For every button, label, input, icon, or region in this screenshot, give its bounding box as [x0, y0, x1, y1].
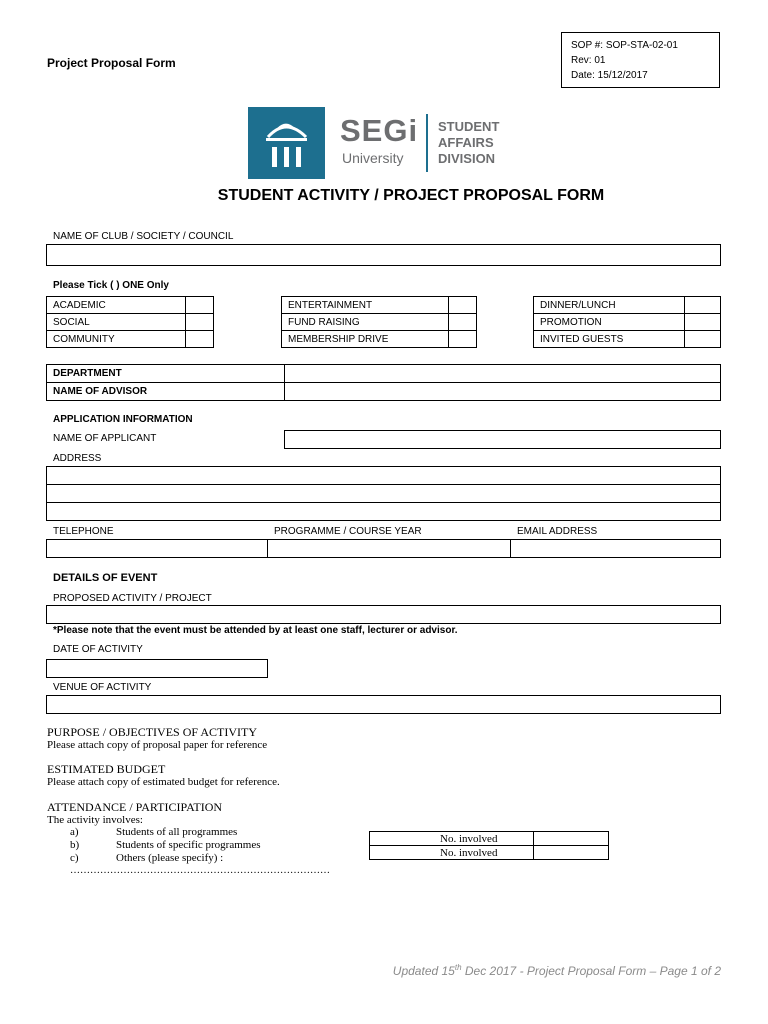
category-checkbox[interactable] [449, 331, 477, 348]
category-checkbox[interactable] [186, 297, 214, 314]
category-label: ENTERTAINMENT [282, 297, 449, 314]
list-item [70, 852, 79, 864]
footer-suffix: Dec 2017 - Project Proposal Form – Page 1 of 2 [461, 964, 721, 978]
logo-division-line3: DIVISION [438, 151, 496, 166]
date-label: DATE OF ACTIVITY [53, 644, 143, 655]
event-heading: DETAILS OF EVENT [53, 572, 158, 584]
programme-field[interactable] [267, 539, 511, 558]
category-checkbox[interactable] [186, 314, 214, 331]
email-label: EMAIL ADDRESS [517, 526, 598, 537]
category-label: COMMUNITY [47, 331, 186, 348]
club-name-field[interactable] [46, 244, 721, 266]
purpose-heading: PURPOSE / OBJECTIVES OF ACTIVITY [47, 725, 258, 739]
category-label: INVITED GUESTS [534, 331, 685, 348]
footer-prefix: Updated 15 [392, 964, 455, 978]
list-marker: a) [70, 826, 79, 838]
purpose-note: Please attach copy of proposal paper for reference [47, 739, 268, 751]
address-line-1[interactable] [46, 466, 721, 485]
involved-label: No. involved [370, 832, 534, 846]
date-field[interactable] [46, 659, 268, 678]
list-item [70, 839, 79, 851]
category-checkbox[interactable] [449, 297, 477, 314]
category-checkbox[interactable] [186, 331, 214, 348]
address-line-2[interactable] [46, 484, 721, 503]
attendance-intro: The activity involves: [47, 814, 143, 826]
logo-divider [426, 114, 428, 172]
category-checkbox[interactable] [449, 314, 477, 331]
logo-brand: SEGi [340, 113, 419, 148]
sop-date: Date: 15/12/2017 [571, 70, 648, 81]
department-label: DEPARTMENT [47, 365, 285, 383]
involved-count-field[interactable] [534, 846, 609, 860]
attendance-note: *Please note that the event must be attended by at least one staff, lecturer or advisor. [53, 625, 458, 636]
list-marker: b) [70, 839, 80, 851]
category-table-2 [281, 296, 477, 348]
proposed-activity-field[interactable] [46, 605, 721, 624]
category-label: ACADEMIC [47, 297, 186, 314]
venue-field[interactable] [46, 695, 721, 714]
programme-label: PROGRAMME / COURSE YEAR [274, 526, 422, 537]
applicant-label: NAME OF APPLICANT [53, 433, 157, 444]
category-label: SOCIAL [47, 314, 186, 331]
email-field[interactable] [510, 539, 721, 558]
involved-count-field[interactable] [534, 832, 609, 846]
attendance-heading: ATTENDANCE / PARTICIPATION [47, 800, 223, 814]
list-item [70, 826, 79, 838]
segi-logo-icon [248, 107, 325, 179]
category-label: MEMBERSHIP DRIVE [282, 331, 449, 348]
footer-sup: th [454, 963, 462, 972]
category-checkbox[interactable] [685, 331, 721, 348]
specify-dots[interactable]: …………………………………………………………………… [70, 865, 330, 876]
club-label: NAME OF CLUB / SOCIETY / COUNCIL [53, 231, 234, 242]
list-item-text: Students of specific programmes [116, 839, 261, 851]
category-label: FUND RAISING [282, 314, 449, 331]
category-label: DINNER/LUNCH [534, 297, 685, 314]
logo-division-line1: STUDENT [438, 119, 500, 134]
category-checkbox[interactable] [685, 297, 721, 314]
category-table-3 [533, 296, 721, 348]
telephone-field[interactable] [46, 539, 268, 558]
telephone-label: TELEPHONE [53, 526, 114, 537]
sop-info-box [561, 32, 720, 88]
advisor-field[interactable] [285, 383, 721, 401]
address-line-3[interactable] [46, 502, 721, 521]
category-table-1 [46, 296, 214, 348]
address-label: ADDRESS [53, 453, 102, 464]
page-title: STUDENT ACTIVITY / PROJECT PROPOSAL FORM [217, 187, 605, 204]
list-marker: c) [70, 852, 79, 864]
page-footer [393, 963, 721, 978]
category-label: PROMOTION [534, 314, 685, 331]
budget-note: Please attach copy of estimated budget for reference. [47, 776, 280, 788]
tick-instruction: Please Tick ( ) ONE Only [53, 280, 169, 291]
department-field[interactable] [285, 365, 721, 383]
category-checkbox[interactable] [685, 314, 721, 331]
logo-university: University [342, 150, 404, 166]
list-item-text: Students of all programmes [116, 826, 238, 838]
venue-label: VENUE OF ACTIVITY [53, 682, 152, 693]
form-label: Project Proposal Form [47, 56, 176, 70]
application-heading: APPLICATION INFORMATION [53, 414, 193, 425]
department-table [46, 364, 721, 401]
budget-heading: ESTIMATED BUDGET [47, 762, 166, 776]
advisor-label: NAME OF ADVISOR [47, 383, 285, 401]
revision: Rev: 01 [571, 55, 606, 66]
involved-label: No. involved [370, 846, 534, 860]
involved-table [369, 831, 609, 860]
logo-division [438, 119, 499, 167]
sop-number: SOP #: SOP-STA-02-01 [571, 40, 678, 51]
logo-division-line2: AFFAIRS [438, 135, 494, 150]
list-item-text: Others (please specify) : [116, 852, 224, 864]
applicant-field[interactable] [284, 430, 721, 449]
proposed-activity-label: PROPOSED ACTIVITY / PROJECT [53, 593, 212, 604]
